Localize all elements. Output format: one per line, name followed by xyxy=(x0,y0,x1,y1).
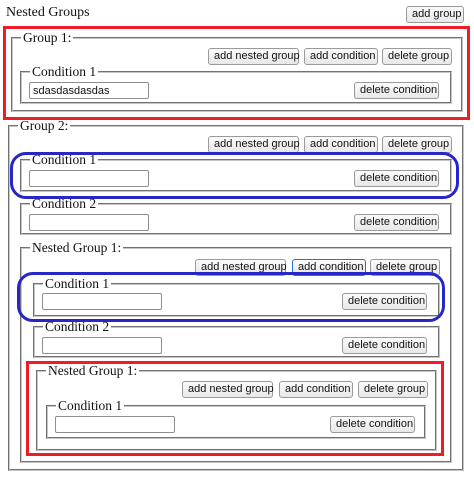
nested-group-1-condition-2-delete-button[interactable]: delete condition xyxy=(342,337,427,354)
group-2-add-nested-group-button[interactable]: add nested group xyxy=(208,136,299,153)
nested-nested-group-delete-group-button[interactable]: delete group xyxy=(358,381,428,398)
group-2-condition-1-legend: Condition 1 xyxy=(32,152,97,167)
nested-group-1-condition-2-input[interactable] xyxy=(42,337,162,354)
nested-group-1-add-condition-button[interactable]: add condition xyxy=(292,259,366,276)
group-1-condition-1-delete-button[interactable]: delete condition xyxy=(354,82,439,99)
group-1-add-condition-button[interactable]: add condition xyxy=(304,48,378,65)
group-2-delete-group-button[interactable]: delete group xyxy=(382,136,452,153)
page-title: Nested Groups xyxy=(6,5,90,20)
group-2-condition-2-legend: Condition 2 xyxy=(32,196,97,211)
group-2-add-condition-button[interactable]: add condition xyxy=(304,136,378,153)
nested-group-1-condition-1-input[interactable] xyxy=(42,293,162,310)
group-2-condition-1-input[interactable] xyxy=(29,170,149,187)
group-2-legend: Group 2: xyxy=(20,118,69,133)
add-group-button[interactable]: add group xyxy=(406,6,464,23)
group-1-condition-1-legend: Condition 1 xyxy=(32,64,97,79)
nested-nested-group-add-condition-button[interactable]: add condition xyxy=(279,381,353,398)
nested-group-1-nested-group-1-legend: Nested Group 1: xyxy=(48,363,138,378)
nested-group-1-condition-2-legend: Condition 2 xyxy=(45,319,110,334)
group-2-condition-2-delete-button[interactable]: delete condition xyxy=(354,214,439,231)
nested-group-1-condition-1-legend: Condition 1 xyxy=(45,276,110,291)
group-1-legend: Group 1: xyxy=(23,30,72,45)
group-2-condition-2-input[interactable] xyxy=(29,214,149,231)
nested-nested-group-condition-1-input[interactable] xyxy=(55,416,175,433)
nested-group-1-legend: Nested Group 1: xyxy=(32,240,122,255)
group-1-condition-1-input[interactable] xyxy=(29,82,149,99)
group-1-add-nested-group-button[interactable]: add nested group xyxy=(208,48,299,65)
nested-nested-group-condition-1-delete-button[interactable]: delete condition xyxy=(330,416,415,433)
nested-group-1-delete-group-button[interactable]: delete group xyxy=(370,259,440,276)
group-2-condition-1-delete-button[interactable]: delete condition xyxy=(354,170,439,187)
nested-nested-group-add-nested-group-button[interactable]: add nested group xyxy=(182,381,273,398)
nested-nested-group-condition-1-legend: Condition 1 xyxy=(58,398,123,413)
nested-group-1-condition-1-delete-button[interactable]: delete condition xyxy=(342,293,427,310)
group-1-delete-group-button[interactable]: delete group xyxy=(382,48,452,65)
nested-group-1-add-nested-group-button[interactable]: add nested group xyxy=(195,259,286,276)
